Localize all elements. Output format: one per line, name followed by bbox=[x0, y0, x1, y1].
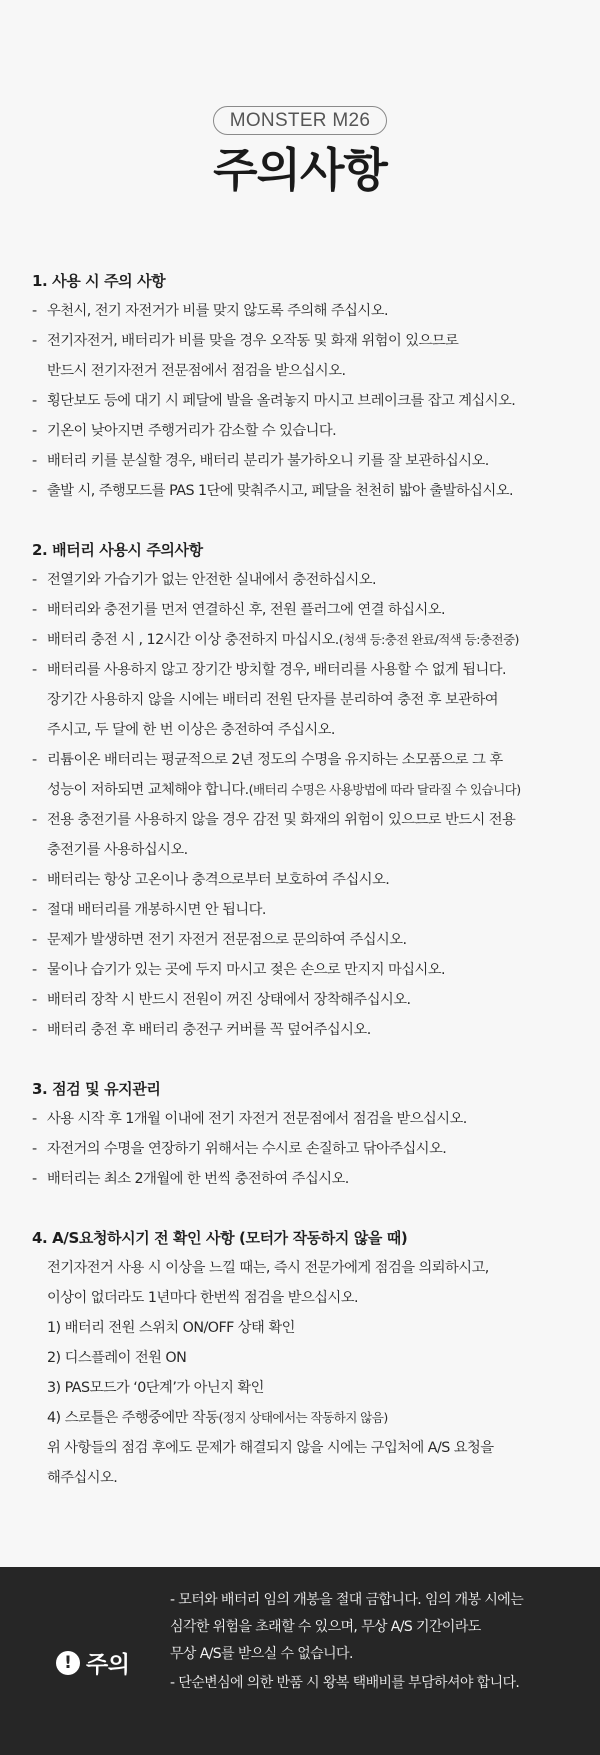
dash-bullet: - bbox=[32, 333, 37, 349]
dash-bullet: - bbox=[32, 453, 37, 469]
section-title: 2. 배터리 사용시 주의사항 bbox=[32, 541, 203, 559]
list-item bbox=[32, 1104, 572, 1134]
check-item bbox=[32, 1313, 572, 1343]
item-text bbox=[47, 386, 572, 416]
check-note-text: (정지 상태에서는 작동하지 않음) bbox=[218, 1410, 388, 1425]
dash-bullet: - bbox=[32, 902, 37, 918]
as-outro: 위 사항들의 점검 후에도 문제가 해결되지 않을 시에는 구입처에 A/S 요청을 해주십시오. bbox=[47, 1440, 494, 1486]
check-item bbox=[32, 1343, 572, 1373]
check-text: 3) PAS모드가 ‘0단계’가 아닌지 확인 bbox=[47, 1380, 264, 1396]
item-text bbox=[47, 865, 572, 895]
item-main-text: 배터리 키를 분실할 경우, 배터리 분리가 불가하오니 키를 잘 보관하십시오. bbox=[47, 453, 489, 469]
item-note-text: (청색 등:충전 완료/적색 등:충전중) bbox=[338, 632, 519, 647]
section-1 bbox=[32, 266, 572, 506]
item-main-text: 문제가 발생하면 전기 자전거 전문점으로 문의하여 주십시오. bbox=[47, 932, 407, 948]
dash-bullet: - bbox=[32, 662, 37, 678]
model-badge: MONSTER M26 bbox=[213, 106, 388, 135]
list-item bbox=[32, 1164, 572, 1194]
precautions-content bbox=[32, 266, 572, 1522]
check-text: 1) 배터리 전원 스위치 ON/OFF 상태 확인 bbox=[47, 1320, 295, 1336]
dash-bullet: - bbox=[32, 572, 37, 588]
list-item bbox=[32, 416, 572, 446]
list-item bbox=[32, 655, 572, 745]
list-item bbox=[32, 985, 572, 1015]
dash-bullet: - bbox=[32, 1171, 37, 1187]
list-item bbox=[32, 925, 572, 955]
item-text bbox=[47, 955, 572, 985]
item-main-text: 배터리는 항상 고온이나 충격으로부터 보호하여 주십시오. bbox=[47, 872, 390, 888]
item-main-text: 배터리 충전 시 , 12시간 이상 충전하지 마십시오. bbox=[47, 632, 339, 648]
page-title: 주의사항 bbox=[213, 143, 387, 197]
item-main-text: 전기자전거, 배터리가 비를 맞을 경우 오작동 및 화재 위험이 있으므로 반드시 전기자전거 전문점에서 점검을 받으십시오. bbox=[47, 333, 459, 379]
dash-bullet: - bbox=[32, 393, 37, 409]
check-text: 4) 스로틀은 주행중에만 작동 bbox=[47, 1410, 219, 1426]
section-as-check bbox=[32, 1223, 572, 1493]
item-main-text: 배터리는 최소 2개월에 한 번씩 충전하여 주십시오. bbox=[47, 1171, 349, 1187]
item-text bbox=[47, 895, 572, 925]
caution-footer bbox=[0, 1567, 600, 1755]
item-main-text: 배터리 충전 후 배터리 충전구 커버를 꼭 덮어주십시오. bbox=[47, 1022, 371, 1038]
item-main-text: 절대 배터리를 개봉하시면 안 됩니다. bbox=[47, 902, 266, 918]
item-main-text: 기온이 낮아지면 주행거리가 감소할 수 있습니다. bbox=[47, 423, 337, 439]
dash-bullet: - bbox=[32, 1141, 37, 1157]
item-main-text: 배터리와 충전기를 먼저 연결하신 후, 전원 플러그에 연결 하십시오. bbox=[47, 602, 445, 618]
section-3 bbox=[32, 1074, 572, 1194]
item-main-text: 자전거의 수명을 연장하기 위해서는 수시로 손질하고 닦아주십시오. bbox=[47, 1141, 447, 1157]
item-main-text: 출발 시, 주행모드를 PAS 1단에 맞춰주시고, 페달을 천천히 밟아 출발하십시오. bbox=[47, 483, 513, 499]
as-intro: 전기자전거 사용 시 이상을 느낄 때는, 즉시 전문가에게 점검을 의뢰하시고, 이상이 없더라도 1년마다 한번씩 점검을 받으십시오. bbox=[47, 1260, 489, 1306]
caution-note: - 단순변심에 의한 반품 시 왕복 택배비를 부담하셔야 합니다. bbox=[170, 1675, 520, 1691]
item-text bbox=[47, 745, 572, 805]
list-item bbox=[32, 1134, 572, 1164]
list-item bbox=[32, 625, 572, 655]
check-item bbox=[32, 1373, 572, 1403]
item-text bbox=[47, 985, 572, 1015]
item-text bbox=[47, 326, 572, 386]
dash-bullet: - bbox=[32, 602, 37, 618]
item-main-text: 사용 시작 후 1개월 이내에 전기 자전거 전문점에서 점검을 받으십시오. bbox=[47, 1111, 467, 1127]
list-item bbox=[32, 476, 572, 506]
list-item bbox=[32, 386, 572, 416]
caution-notes bbox=[170, 1587, 590, 1699]
item-text bbox=[47, 595, 572, 625]
list-item bbox=[32, 745, 572, 805]
dash-bullet: - bbox=[32, 752, 37, 768]
list-item bbox=[32, 565, 572, 595]
exclamation-circle-icon: ! bbox=[56, 1651, 80, 1675]
item-main-text: 리튬이온 배터리는 평균적으로 2년 정도의 수명을 유지하는 소모품으로 그 후 성능이 저하되면 교체해야 합니다. bbox=[47, 752, 503, 798]
dash-bullet: - bbox=[32, 303, 37, 319]
list-item bbox=[32, 1015, 572, 1045]
dash-bullet: - bbox=[32, 932, 37, 948]
sections-list bbox=[32, 266, 572, 1194]
section-title: 3. 점검 및 유지관리 bbox=[32, 1080, 161, 1098]
dash-bullet: - bbox=[32, 872, 37, 888]
list-item bbox=[32, 955, 572, 985]
list-item bbox=[32, 805, 572, 865]
item-text bbox=[47, 925, 572, 955]
dash-bullet: - bbox=[32, 1111, 37, 1127]
caution-heading bbox=[56, 1646, 129, 1679]
item-text bbox=[47, 1164, 572, 1194]
item-text bbox=[47, 416, 572, 446]
page-header bbox=[0, 0, 600, 196]
item-text bbox=[47, 805, 572, 865]
dash-bullet: - bbox=[32, 812, 37, 828]
item-text bbox=[47, 655, 572, 745]
list-item bbox=[32, 296, 572, 326]
item-text bbox=[47, 1134, 572, 1164]
item-main-text: 물이나 습기가 있는 곳에 두지 마시고 젖은 손으로 만지지 마십시오. bbox=[47, 962, 445, 978]
section-title: 1. 사용 시 주의 사항 bbox=[32, 272, 166, 290]
check-item bbox=[32, 1403, 572, 1433]
dash-bullet: - bbox=[32, 992, 37, 1008]
list-item bbox=[32, 595, 572, 625]
item-main-text: 횡단보도 등에 대기 시 페달에 발을 올려놓지 마시고 브레이크를 잡고 계십시오. bbox=[47, 393, 516, 409]
section-2 bbox=[32, 535, 572, 1045]
item-text bbox=[47, 565, 572, 595]
list-item bbox=[32, 446, 572, 476]
item-text bbox=[47, 625, 572, 655]
caution-note: - 모터와 배터리 임의 개봉을 절대 금합니다. 임의 개봉 시에는 심각한 위험을 초래할 수 있으며, 무상 A/S 기간이라도 무상 A/S를 받으실 수 없습니다. bbox=[170, 1592, 524, 1662]
list-item bbox=[32, 326, 572, 386]
dash-bullet: - bbox=[32, 962, 37, 978]
section-title: 4. A/S요청하시기 전 확인 사항 (모터가 작동하지 않을 때) bbox=[32, 1229, 408, 1247]
dash-bullet: - bbox=[32, 483, 37, 499]
item-text bbox=[47, 1015, 572, 1045]
list-item bbox=[32, 865, 572, 895]
check-text: 2) 디스플레이 전원 ON bbox=[47, 1350, 187, 1366]
item-text bbox=[47, 296, 572, 326]
list-item bbox=[32, 895, 572, 925]
item-text bbox=[47, 476, 572, 506]
item-text bbox=[47, 446, 572, 476]
item-main-text: 우천시, 전기 자전거가 비를 맞지 않도록 주의해 주십시오. bbox=[47, 303, 388, 319]
item-main-text: 전용 충전기를 사용하지 않을 경우 감전 및 화재의 위험이 있으므로 반드시 전용 충전기를 사용하십시오. bbox=[47, 812, 516, 858]
item-note-text: (배터리 수명은 사용방법에 따라 달라질 수 있습니다) bbox=[248, 782, 521, 797]
item-text bbox=[47, 1104, 572, 1134]
caution-label: 주의 bbox=[86, 1652, 130, 1678]
dash-bullet: - bbox=[32, 1022, 37, 1038]
item-main-text: 배터리를 사용하지 않고 장기간 방치할 경우, 배터리를 사용할 수 없게 됩니다. 장기간 사용하지 않을 시에는 배터리 전원 단자를 분리하여 충전 후 보관하여 주시고, 두 달에 한 번 이상은 충전하여 주십시오. bbox=[47, 662, 507, 738]
item-main-text: 전열기와 가습기가 없는 안전한 실내에서 충전하십시오. bbox=[47, 572, 376, 588]
as-checklist bbox=[32, 1313, 572, 1433]
dash-bullet: - bbox=[32, 423, 37, 439]
dash-bullet: - bbox=[32, 632, 37, 648]
item-main-text: 배터리 장착 시 반드시 전원이 꺼진 상태에서 장착해주십시오. bbox=[47, 992, 411, 1008]
